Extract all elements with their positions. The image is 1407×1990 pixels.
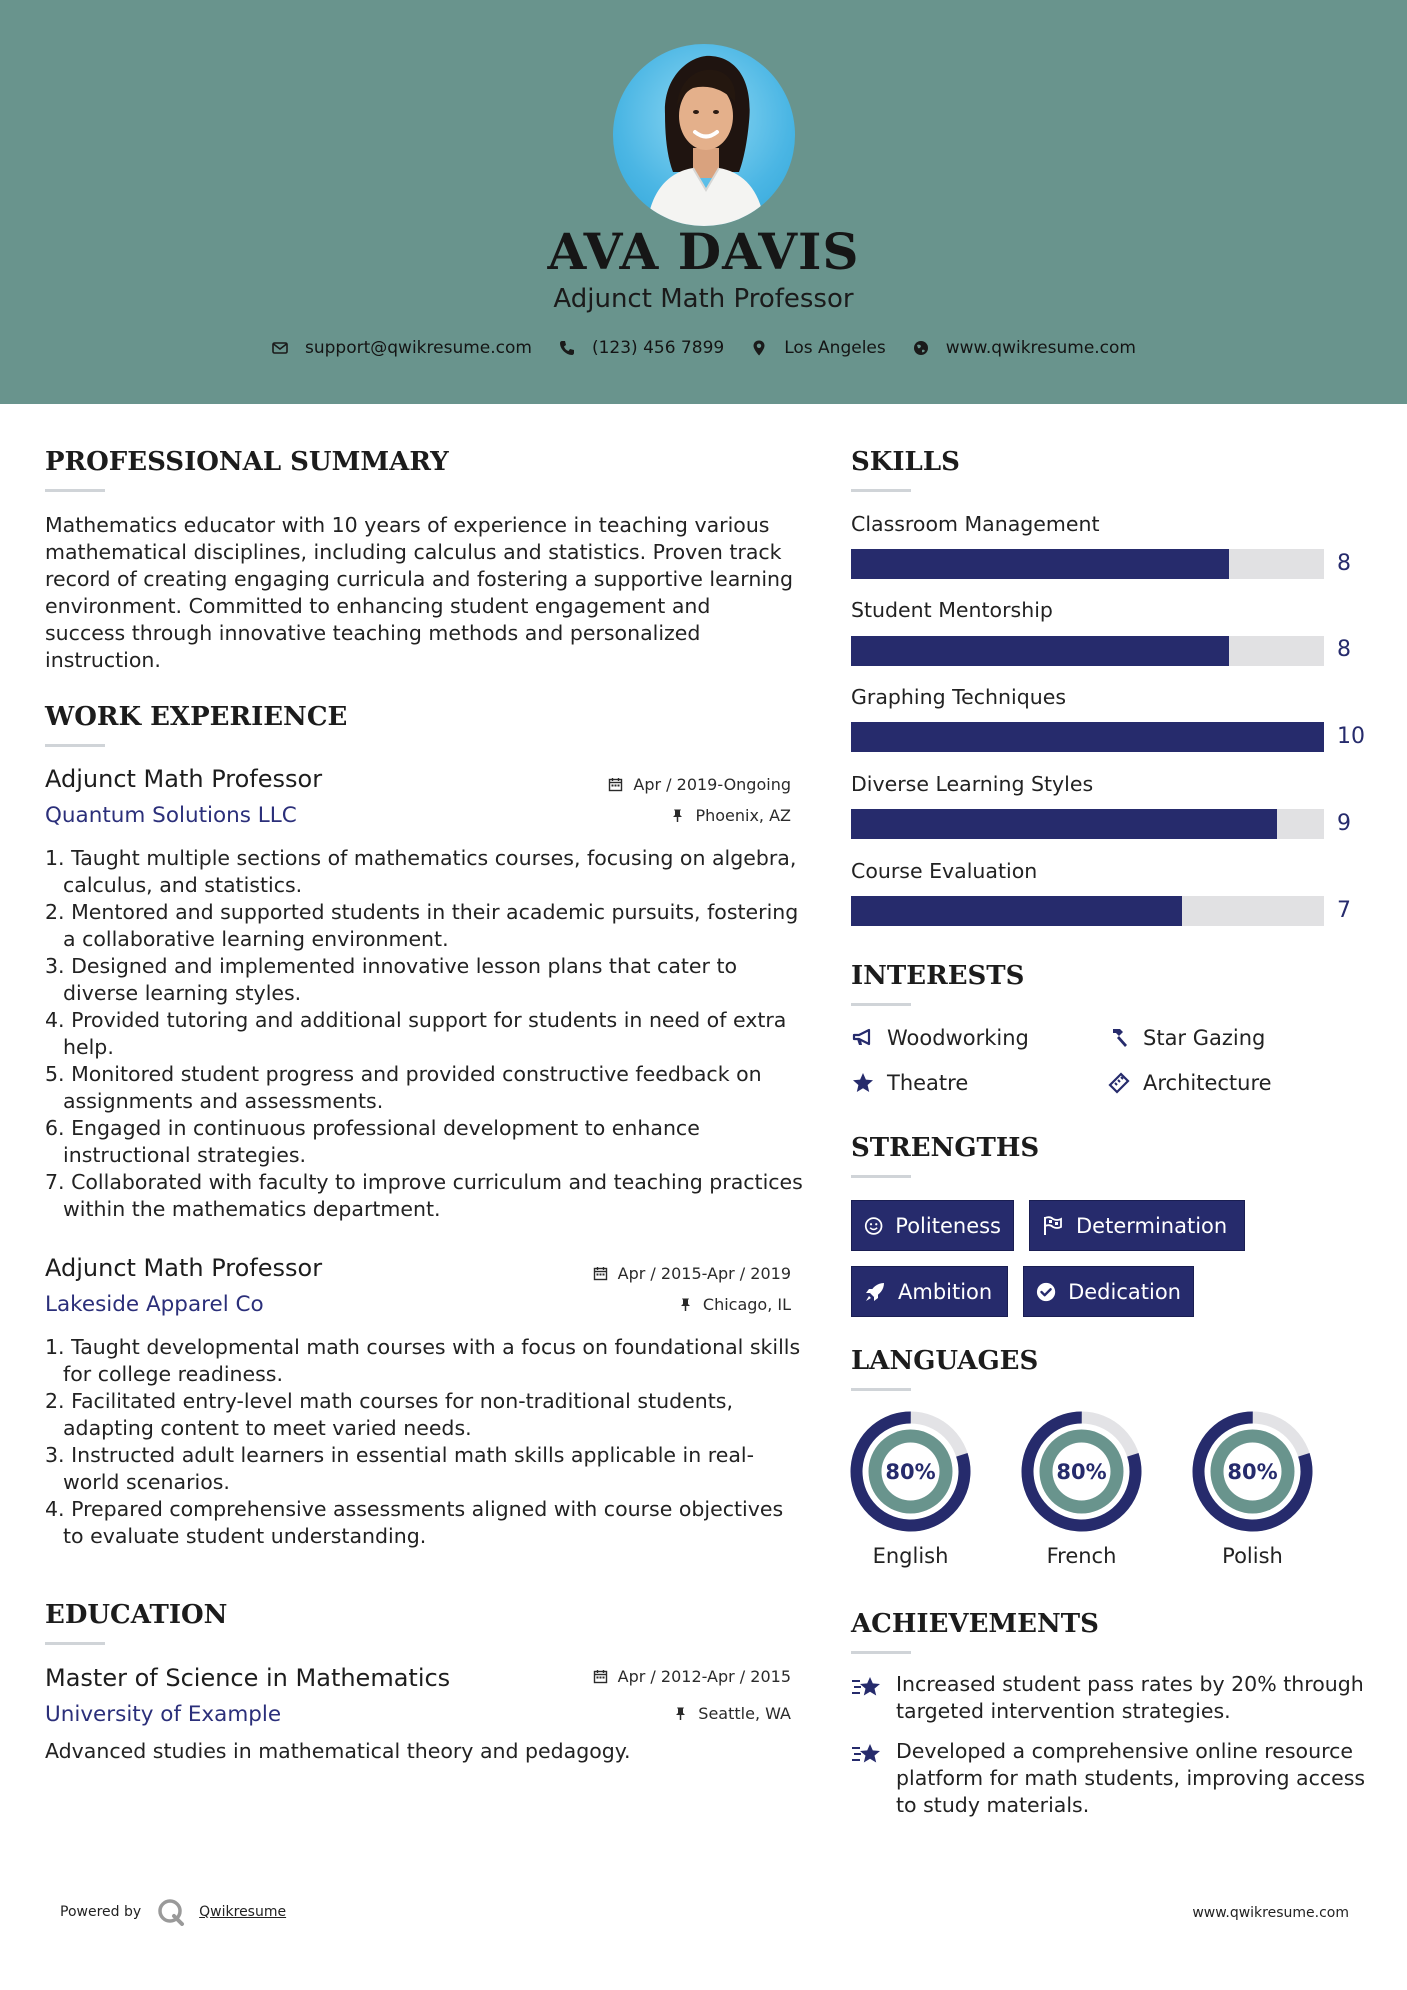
interests-divider [851,1003,911,1006]
skill-label: Student Mentorship [851,598,1053,622]
person-portrait-icon [613,44,795,226]
interest-label: Architecture [1143,1071,1272,1095]
skill-bar-fill [851,722,1324,752]
interest-item [1107,1026,1265,1050]
smile-icon [864,1215,883,1237]
skill-bar-fill [851,809,1277,839]
education-title: EDUCATION [45,1600,228,1630]
list-item: 3. Instructed adult learners in essential math skills applicable in real-world scenarios. [45,1443,754,1494]
skill-value: 7 [1337,898,1351,923]
contact-location [750,338,886,358]
skill-value: 8 [1337,637,1351,662]
job-date [593,1264,791,1283]
achievement-text: Increased student pass rates by 20% through targeted intervention strategies. [896,1672,1364,1723]
language-percent: 80% [1227,1460,1278,1484]
education-date [593,1667,791,1686]
skill-bar-fill [851,896,1182,926]
language-name: Polish [1222,1544,1283,1568]
footer-url[interactable]: www.qwikresume.com [1192,1905,1349,1921]
calendar-icon [593,1266,608,1281]
languages-title: LANGUAGES [851,1346,1039,1376]
skill-value: 10 [1337,724,1365,749]
language-name: English [872,1544,949,1568]
skill-bar-fill [851,549,1229,579]
globe-icon [912,339,930,357]
education-location-text: Seattle, WA [698,1704,791,1723]
contact-website-text: www.qwikresume.com [945,338,1136,358]
strength-label: Ambition [898,1279,993,1304]
job-title: Adjunct Math Professor [45,1254,323,1282]
education-divider [45,1642,105,1645]
strength-badge [851,1200,1014,1251]
language-percent: 80% [1056,1460,1107,1484]
list-item: 5. Monitored student progress and provided constructive feedback on assignments and assessments. [45,1062,762,1113]
job-date-text: Apr / 2015-Apr / 2019 [617,1264,791,1283]
list-item: 2. Facilitated entry-level math courses for non-traditional students, adapting content to meet varied needs. [45,1389,733,1440]
strength-badge [1029,1200,1245,1251]
skill-value: 9 [1337,811,1351,836]
school-name: University of Example [45,1702,282,1727]
footer-branding [60,1898,286,1926]
education-description: Advanced studies in mathematical theory and pedagogy. [45,1739,631,1763]
skill-bar-track [851,549,1324,579]
interest-item [851,1071,968,1095]
list-item: 7. Collaborated with faculty to improve curriculum and teaching practices within the mathematics department. [45,1170,803,1221]
hammer-icon [1107,1026,1131,1050]
skill-value: 8 [1337,551,1351,576]
map-pin-icon [750,339,768,357]
language-item [848,1409,973,1568]
job-location-text: Chicago, IL [702,1295,791,1314]
strength-badge [1023,1266,1194,1317]
strength-label: Dedication [1068,1279,1181,1304]
check-circle-icon [1036,1281,1056,1303]
interest-label: Star Gazing [1143,1026,1266,1050]
language-percent: 80% [885,1460,936,1484]
skill-bar-track [851,722,1324,752]
job-location [678,1295,791,1314]
language-name: French [1046,1544,1117,1568]
contact-email-text: support@qwikresume.com [305,338,532,358]
contact-phone-text: (123) 456 7899 [591,338,725,358]
language-ring [848,1409,973,1534]
interest-label: Woodworking [887,1026,1029,1050]
list-item: 2. Mentored and supported students in their academic pursuits, fostering a collaborative learning environment. [45,900,799,951]
contact-location-text: Los Angeles [784,338,886,358]
skill-label: Graphing Techniques [851,685,1066,709]
skill-label: Diverse Learning Styles [851,772,1094,796]
qwikresume-logo-icon [157,1898,185,1926]
strengths-title: STRENGTHS [851,1133,1040,1163]
strength-label: Politeness [895,1213,1001,1238]
megaphone-icon [851,1026,875,1050]
skill-bar-track [851,636,1324,666]
language-ring [1190,1409,1315,1534]
shooting-star-icon [851,1740,884,1770]
phone-icon [558,339,576,357]
pushpin-icon [678,1297,693,1312]
contact-email[interactable] [271,338,532,358]
achievements-divider [851,1651,911,1654]
pushpin-icon [673,1706,688,1721]
skill-label: Classroom Management [851,512,1100,536]
summary-divider [45,489,105,492]
skill-bar-track [851,809,1324,839]
list-item: 6. Engaged in continuous professional development to enhance instructional strategies. [45,1116,700,1167]
achievement-item [851,1738,1371,1819]
powered-by-label: Powered by [60,1904,142,1920]
calendar-icon [593,1669,608,1684]
languages-divider [851,1388,911,1391]
list-item: 1. Taught multiple sections of mathematics courses, focusing on algebra, calculus, and statistics. [45,846,797,897]
flag-icon [1042,1215,1064,1237]
education-date-text: Apr / 2012-Apr / 2015 [617,1667,791,1686]
achievement-text: Developed a comprehensive online resource platform for math students, improving access to study materials. [896,1739,1366,1817]
skills-title: SKILLS [851,447,960,477]
experience-title: WORK EXPERIENCE [45,702,348,732]
skill-bar-track [851,896,1324,926]
skill-bar-fill [851,636,1229,666]
interests-title: INTERESTS [851,961,1025,991]
experience-divider [45,744,105,747]
interest-item [1107,1071,1272,1095]
interest-item [851,1026,1029,1050]
language-ring [1019,1409,1144,1534]
rocket-icon [864,1281,886,1303]
ruler-icon [1107,1071,1131,1095]
summary-text: Mathematics educator with 10 years of experience in teaching various mathematical disciplines, including calculus and statistics. Proven track record of creating engaging curricula and fostering a supportive learning environment. Committed to enhancing student engagement and success through innovative teaching methods and personalized instruction. [45,513,794,672]
summary-title: PROFESSIONAL SUMMARY [45,447,449,477]
strength-badge [851,1266,1008,1317]
pushpin-icon [670,808,685,823]
education-location [673,1704,791,1723]
job-location [670,806,791,825]
contact-phone[interactable] [558,338,724,358]
achievements-title: ACHIEVEMENTS [851,1609,1099,1639]
job-date-text: Apr / 2019-Ongoing [633,775,791,794]
language-item [1019,1409,1144,1568]
candidate-role: Adjunct Math Professor [553,284,854,314]
job-company: Quantum Solutions LLC [45,803,297,828]
list-item: 4. Prepared comprehensive assessments aligned with course objectives to evaluate student understanding. [45,1497,784,1548]
qwikresume-link[interactable]: Qwikresume [199,1904,287,1920]
envelope-icon [271,339,289,357]
language-item [1190,1409,1315,1568]
resume-header [0,0,1407,404]
job-bullets [45,845,805,1223]
job-company: Lakeside Apparel Co [45,1292,264,1317]
strengths-divider [851,1175,911,1178]
list-item: 4. Provided tutoring and additional support for students in need of extra help. [45,1008,787,1059]
degree-title: Master of Science in Mathematics [45,1664,451,1692]
job-location-text: Phoenix, AZ [695,806,791,825]
achievement-item [851,1671,1371,1725]
strength-label: Determination [1076,1213,1228,1238]
calendar-icon [608,777,623,792]
star-icon [851,1071,875,1095]
profile-photo [613,44,795,226]
interest-label: Theatre [887,1071,969,1095]
contact-website[interactable] [912,338,1136,358]
contact-bar [0,338,1407,358]
list-item: 1. Taught developmental math courses with a focus on foundational skills for college readiness. [45,1335,801,1386]
candidate-name: AVA DAVIS [547,222,860,281]
shooting-star-icon [851,1673,884,1703]
job-date [608,775,791,794]
job-title: Adjunct Math Professor [45,765,323,793]
skill-label: Course Evaluation [851,859,1038,883]
skills-divider [851,489,911,492]
job-bullets [45,1334,805,1550]
list-item: 3. Designed and implemented innovative lesson plans that cater to diverse learning styles. [45,954,738,1005]
